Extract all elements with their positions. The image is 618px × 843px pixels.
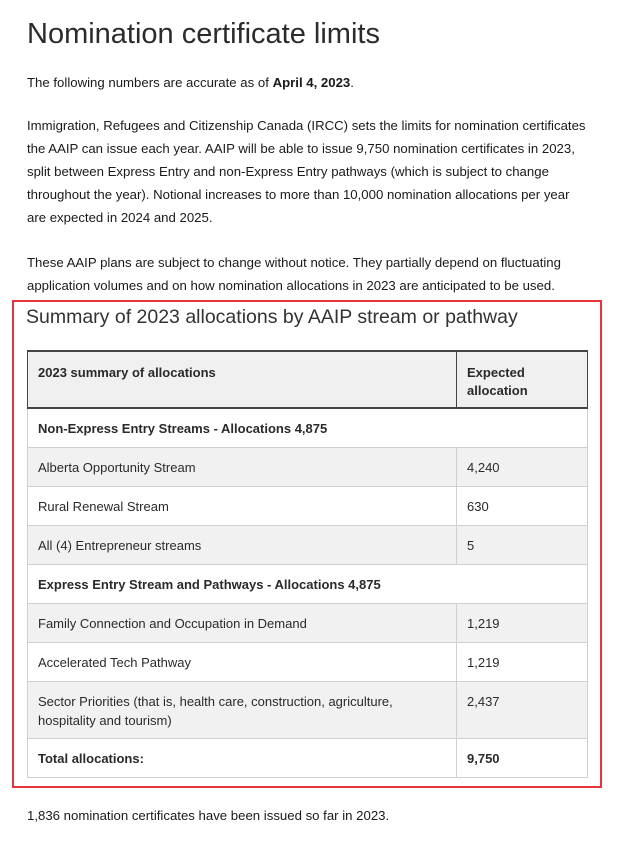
stream-allocation: 4,240	[457, 448, 588, 487]
stream-name: Family Connection and Occupation in Demand	[28, 604, 457, 643]
page-title: Nomination certificate limits	[27, 18, 380, 50]
header-expected-allocation	[457, 351, 588, 408]
header-expected-allocation-label: Expected allocation	[467, 365, 528, 398]
table-row	[28, 526, 588, 565]
stream-name: All (4) Entrepreneur streams	[28, 526, 457, 565]
total-row	[28, 739, 588, 778]
stream-allocation: 5	[457, 526, 588, 565]
issued-count-paragraph: 1,836 nomination certificates have been issued so far in 2023.	[27, 808, 390, 823]
stream-name: Accelerated Tech Pathway	[28, 643, 457, 682]
section-label: Express Entry Stream and Pathways - Allocations 4,875	[28, 565, 588, 604]
table-row	[28, 448, 588, 487]
total-label: Total allocations:	[28, 739, 457, 778]
table-header-row	[28, 351, 588, 408]
stream-allocation: 1,219	[457, 643, 588, 682]
ircc-paragraph: Immigration, Refugees and Citizenship Canada (IRCC) sets the limits for nomination certificates the AAIP can issue each year. AAIP will be able to issue 9,750 nomination certificates in 2023, split between Express Entry and non-Express Entry pathways (which is subject to change throughout the year). Notional increases to more than 10,000 nomination allocations per year are expected in 2024 and 2025.	[27, 118, 586, 225]
section-row-express-entry	[28, 565, 588, 604]
stream-name: Rural Renewal Stream	[28, 487, 457, 526]
table-row	[28, 643, 588, 682]
stream-name: Sector Priorities (that is, health care, construction, agriculture, hospitality and tourism)	[28, 682, 457, 739]
table-row	[28, 604, 588, 643]
table-row	[28, 682, 588, 739]
intro-date: April 4, 2023	[272, 75, 351, 90]
article-content	[27, 14, 587, 297]
section-row-non-express	[28, 408, 588, 448]
stream-allocation: 2,437	[457, 682, 588, 739]
allocations-table	[27, 350, 588, 778]
stream-allocation: 630	[457, 487, 588, 526]
intro-suffix: .	[350, 75, 354, 90]
total-value: 9,750	[457, 739, 588, 778]
stream-allocation: 1,219	[457, 604, 588, 643]
section-label: Non-Express Entry Streams - Allocations 4,875	[28, 408, 588, 448]
intro-paragraph	[27, 71, 587, 94]
header-summary: 2023 summary of allocations	[28, 351, 457, 408]
change-notice-paragraph: These AAIP plans are subject to change without notice. They partially depend on fluctuating application volumes and on how nomination allocations in 2023 are anticipated to be used.	[27, 255, 561, 293]
summary-title: Summary of 2023 allocations by AAIP stream or pathway	[26, 306, 518, 328]
table-row	[28, 487, 588, 526]
intro-prefix: The following numbers are accurate as of	[27, 75, 273, 90]
stream-name: Alberta Opportunity Stream	[28, 448, 457, 487]
